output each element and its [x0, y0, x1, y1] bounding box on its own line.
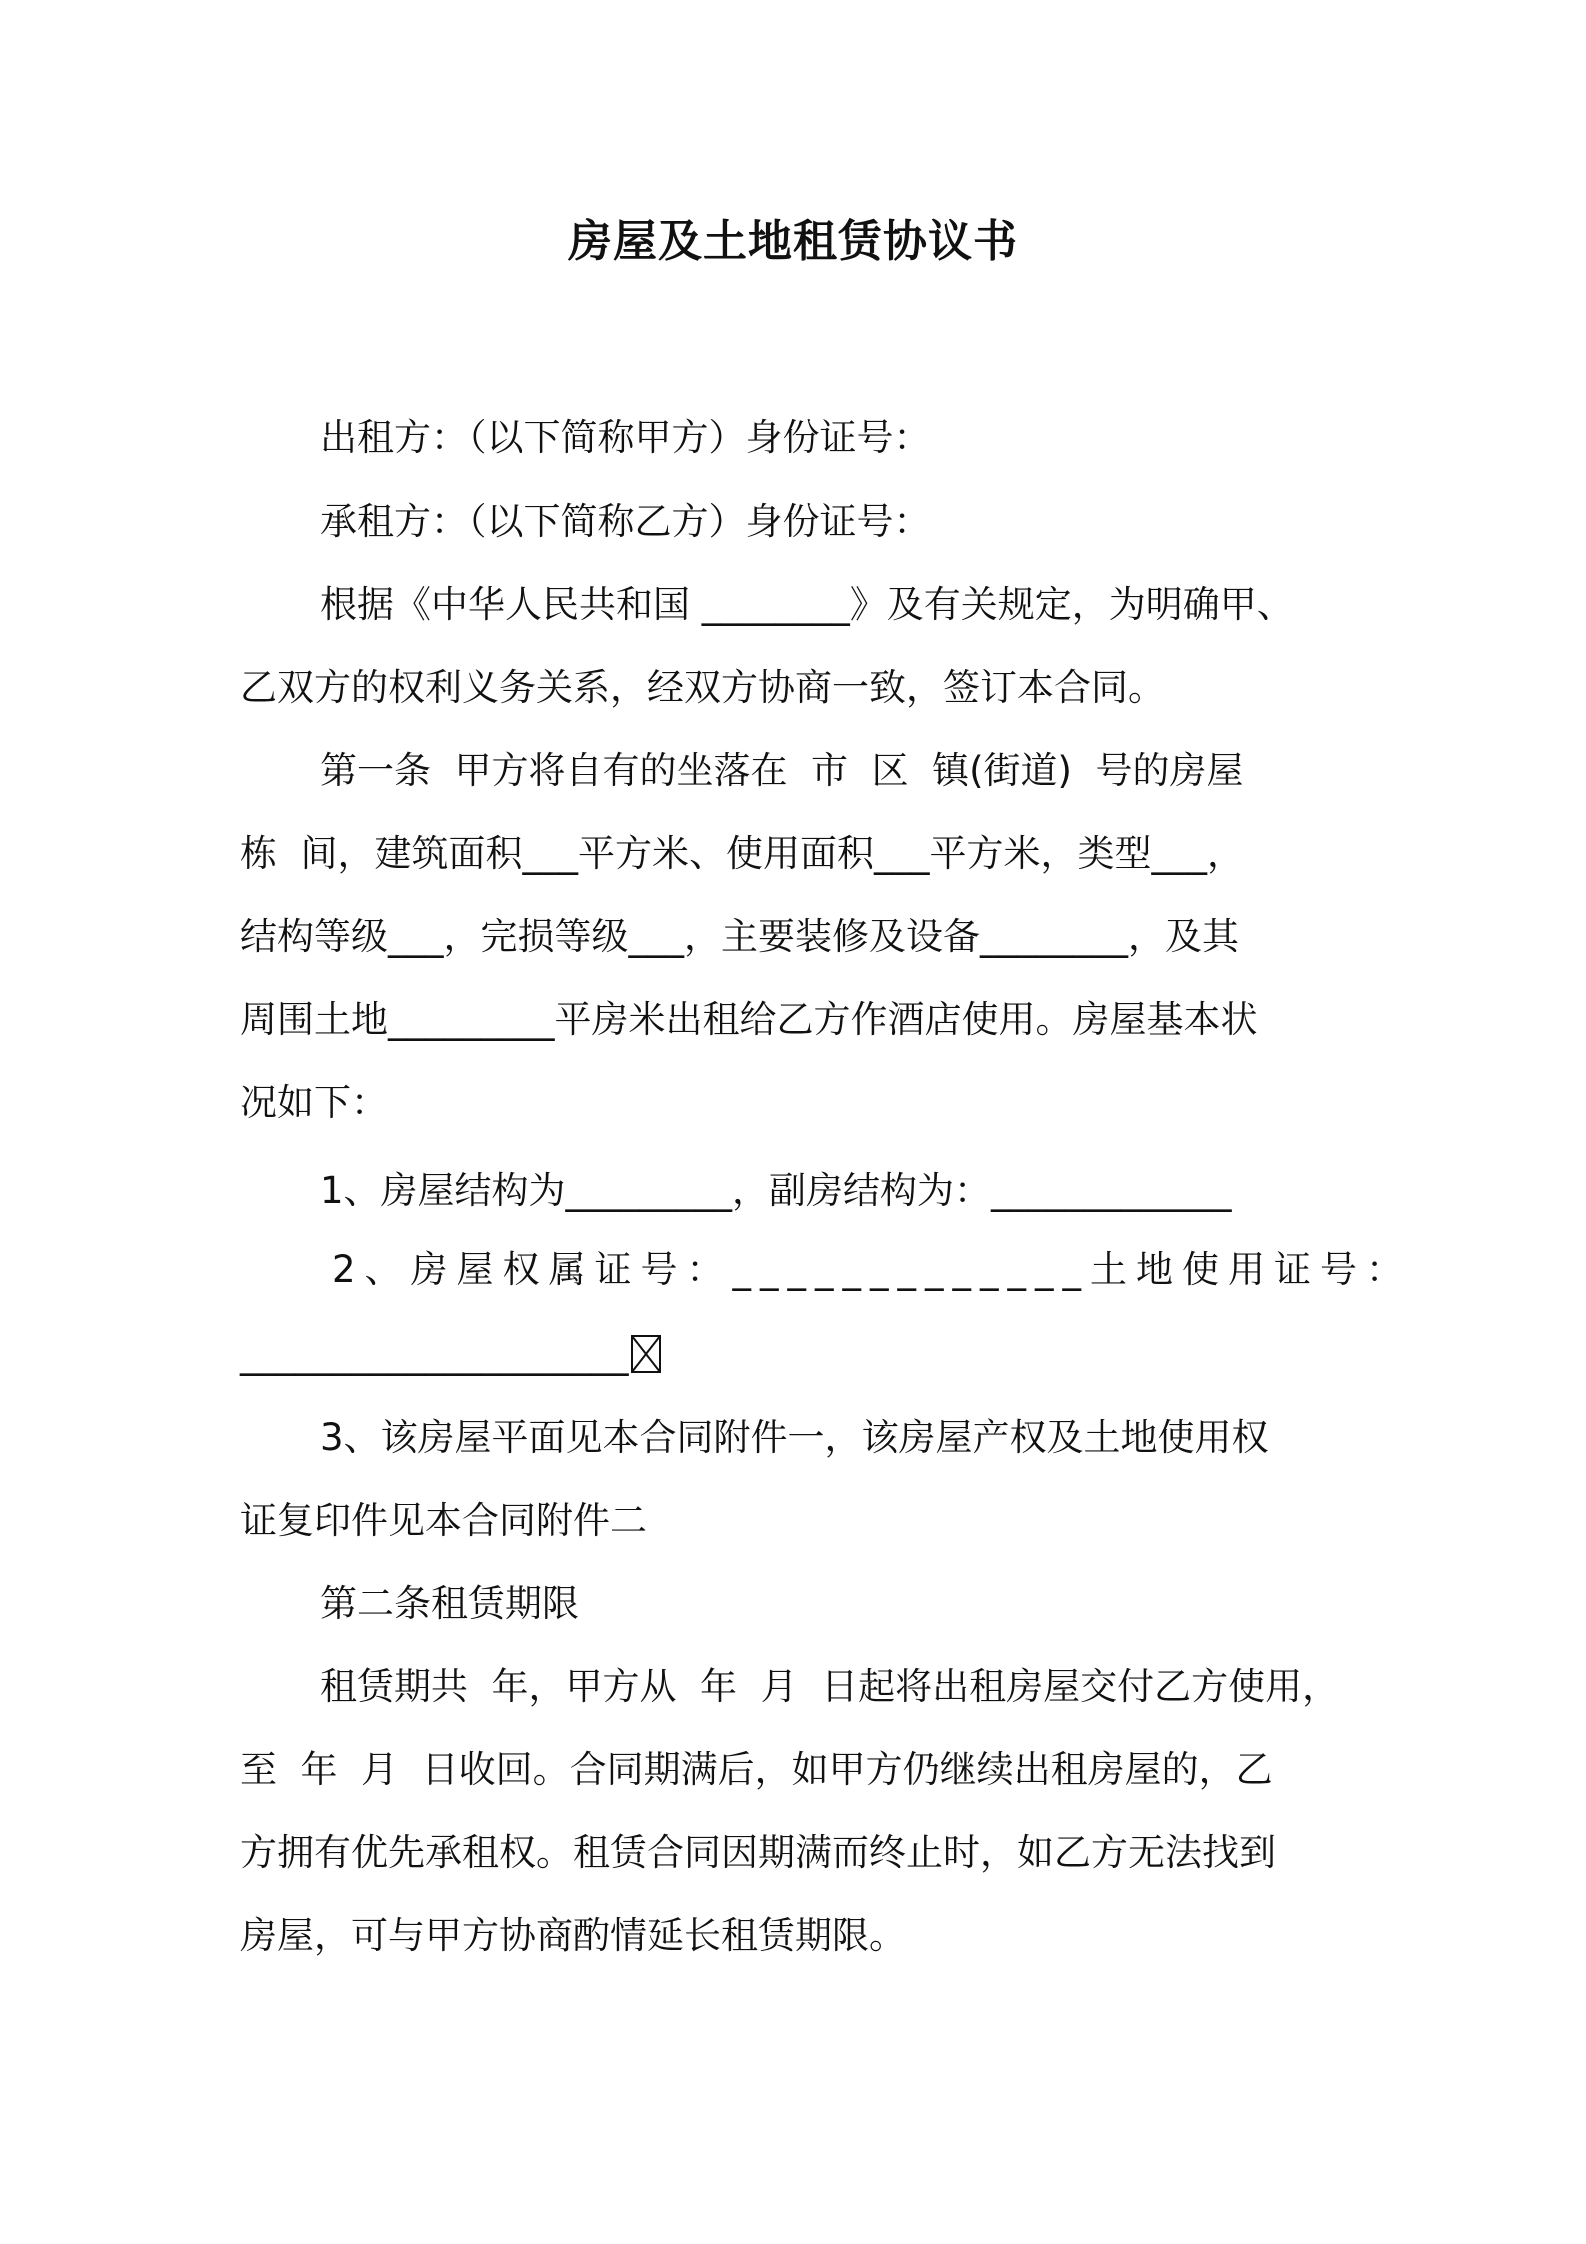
- checkbox-icon: [631, 1335, 661, 1373]
- item-3-line-1: 3、该房屋平面见本合同附件一，该房屋产权及土地使用权: [320, 1416, 1269, 1459]
- item-2-line-1: 2、房屋权属证号：_____________土地使用证号：: [332, 1248, 1413, 1291]
- article-1-line-1: 第一条 甲方将自有的坐落在 市 区 镇(街道) 号的房屋: [320, 749, 1244, 792]
- lessor-line: 出租方：（以下简称甲方）身份证号：: [320, 416, 931, 459]
- article-2-line-4: 房屋，可与甲方协商酌情延长租赁期限。: [240, 1914, 906, 1957]
- lessee-line: 承租方：（以下简称乙方）身份证号：: [320, 500, 931, 543]
- preamble-line-2: 乙双方的权利义务关系，经双方协商一致，签订本合同。: [240, 666, 1165, 709]
- article-2-line-2: 至 年 月 日收回。合同期满后，如甲方仍继续出租房屋的，乙: [240, 1748, 1273, 1791]
- article-1-line-3: 结构等级___，完损等级___，主要装修及设备________，及其: [240, 915, 1239, 958]
- land-cert-blank: _____________________: [240, 1333, 629, 1376]
- article-2-heading: 第二条租赁期限: [320, 1582, 579, 1625]
- item-3-line-2: 证复印件见本合同附件二: [240, 1499, 647, 1542]
- article-1-line-5: 况如下：: [240, 1081, 388, 1124]
- item-2-line-2: [240, 1330, 661, 1380]
- article-2-line-1: 租赁期共 年，甲方从 年 月 日起将出租房屋交付乙方使用，: [320, 1665, 1340, 1708]
- article-2-line-3: 方拥有优先承租权。租赁合同因期满而终止时，如乙方无法找到: [240, 1831, 1276, 1874]
- article-1-line-4: 周围土地_________平房米出租给乙方作酒店使用。房屋基本状: [240, 998, 1258, 1041]
- preamble-line-1: 根据《中华人民共和国 ________》及有关规定，为明确甲、: [320, 583, 1294, 626]
- article-1-line-2: 栋 间，建筑面积___平方米、使用面积___平方米，类型___，: [240, 832, 1245, 875]
- document-title: 房屋及土地租赁协议书: [568, 216, 1018, 267]
- item-1-line: 1、房屋结构为_________，副房结构为：_____________: [320, 1169, 1232, 1212]
